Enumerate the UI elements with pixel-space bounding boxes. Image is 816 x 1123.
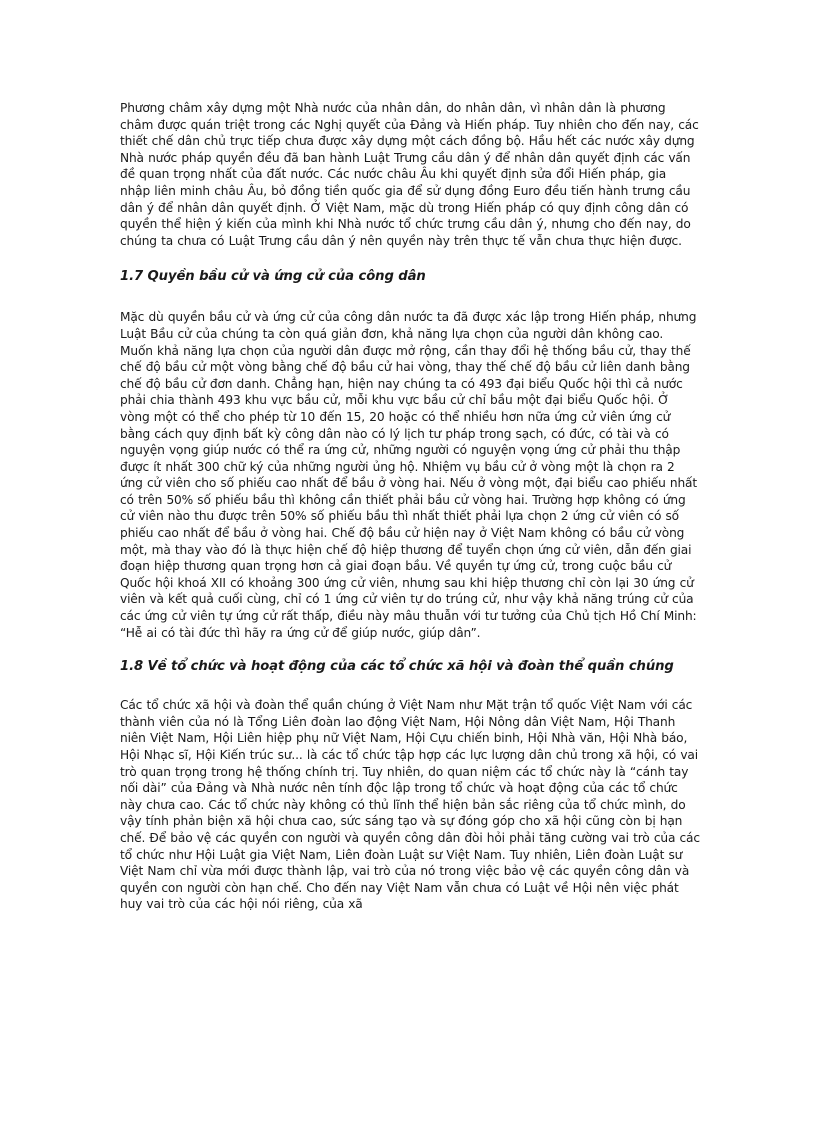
paragraph-social-organizations: Các tổ chức xã hội và đoàn thể quần chúng ở Việt Nam như Mặt trận tổ quốc Việt Nam với các thành viên của nó là Tổng Liên đoàn lao động Việt Nam, Hội Nông dân Việt Nam, Hội Thanh niên Việt Nam, Hội Liên hiệp phụ nữ Việt Nam, Hội Cựu chiến binh, Hội Nhà văn, Hội Nhà báo, Hội Nhạc sĩ, Hội Kiến trúc sư... là các tổ chức tập hợp các lực lượng dân chủ trong xã hội, có vai trò quan trọng trong hệ thống chính trị. Tuy nhiên, do quan niệm các tổ chức này là “cánh tay nối dài” của Đảng và Nhà nước nên tính độc lập trong tổ chức và hoạt động của các tổ chức này chưa cao. Các tổ chức này không có thủ lĩnh thể hiện bản sắc riêng của tổ chức mình, do vậy tính phản biện xã hội chưa cao, sức sáng tạo và sự đóng góp cho xã hội cũng còn bị hạn chế. Để bảo vệ các quyền con người và quyền công dân đòi hỏi phải tăng cường vai trò của các tổ chức như Hội Luật gia Việt Nam, Liên đoàn Luật sư Việt Nam. Tuy nhiên, Liên đoàn Luật sư Việt Nam chỉ vừa mới được thành lập, vai trò của nó trong việc bảo vệ các quyền công dân và quyền con người còn hạn chế. Cho đến nay Việt Nam vẫn chưa có Luật về Hội nên việc phát huy vai trò của các hội nói riêng, của xã [120,698,700,912]
section-heading-1-8: 1.8 Về tổ chức và hoạt động của các tổ chức xã hội và đoàn thể quần chúng [120,659,674,675]
paragraph-referendum: Phương châm xây dựng một Nhà nước của nhân dân, do nhân dân, vì nhân dân là phương châm được quán triệt trong các Nghị quyết của Đảng và Hiến pháp. Tuy nhiên cho đến nay, các thiết chế dân chủ trực tiếp chưa được xây dựng một cách đồng bộ. Hầu hết các nước xây dựng Nhà nước pháp quyền đều đã ban hành Luật Trưng cầu dân ý để nhân dân quyết định các vấn đề quan trọng nhất của đất nước. Các nước châu Âu khi quyết định sửa đổi Hiến pháp, gia nhập liên minh châu Âu, bỏ đồng tiền quốc gia để sử dụng đồng Euro đều tiến hành trưng cầu dân ý để nhân dân quyết định. Ở Việt Nam, mặc dù trong Hiến pháp có quy định công dân có quyền thể hiện ý kiến của mình khi Nhà nước tổ chức trưng cầu dân ý, nhưng cho đến nay, do chúng ta chưa có Luật Trưng cầu dân ý nên quyền này trên thực tế vẫn chưa thực hiện được. [120,101,699,248]
paragraph-election-rights: Mặc dù quyền bầu cử và ứng cử của công dân nước ta đã được xác lập trong Hiến pháp, nhưng Luật Bầu cử của chúng ta còn quá giản đơn, khả năng lựa chọn của người dân không cao. Muốn khả năng lựa chọn của người dân được mở rộng, cần thay đổi hệ thống bầu cử, thay thế chế độ bầu cử một vòng bằng chế độ bầu cử hai vòng, thay thế chế độ bầu cử liên danh bằng chế độ bầu cử đơn danh. Chẳng hạn, hiện nay chúng ta có 493 đại biểu Quốc hội thì cả nước phải chia thành 493 khu vực bầu cử, mỗi khu vực bầu cử chỉ bầu một đại biểu Quốc hội. Ở vòng một có thể cho phép từ 10 đến 15, 20 hoặc có thể nhiều hơn nữa ứng cử viên ứng cử bằng cách quy định bất kỳ công dân nào có lý lịch tư pháp trong sạch, có đức, có tài và có nguyện vọng giúp nước có thể ra ứng cử, những người có nguyện vọng ứng cử phải thu thập được ít nhất 300 chữ ký của những người ủng hộ. Nhiệm vụ bầu cử ở vòng một là chọn ra 2 ứng cử viên cho số phiếu cao nhất để bầu ở vòng hai. Nếu ở vòng một, đại biểu cao phiếu nhất có trên 50% số phiếu bầu thì không cần thiết phải bầu cử vòng hai. Trường hợp không có ứng cử viên nào thu được trên 50% số phiếu bầu thì nhất thiết phải lựa chọn 2 ứng cử viên có số phiếu cao nhất để bầu ở vòng hai. Chế độ bầu cử hiện nay ở Việt Nam không có bầu cử vòng một, mà thay vào đó là thực hiện chế độ hiệp thương để tuyển chọn ứng cử viên, dẫn đến giai đoạn hiệp thương quan trọng hơn cả giai đoạn bầu. Về quyền tự ứng cử, trong cuộc bầu cử Quốc hội khoá XII có khoảng 300 ứng cử viên, nhưng sau khi hiệp thương chỉ còn lại 30 ứng cử viên và kết quả cuối cùng, chỉ có 1 ứng cử viên tự do trúng cử, như vậy khả năng trúng cử của các ứng cử viên tự ứng cử rất thấp, điều này mâu thuẫn với tư tưởng của Chủ tịch Hồ Chí Minh: “Hễ ai có tài đức thì hãy ra ứng cử để giúp nước, giúp dân”. [120,310,697,640]
section-heading-1-7: 1.7 Quyền bầu cử và ứng cử của công dân [120,269,426,285]
document-page [120,100,700,913]
